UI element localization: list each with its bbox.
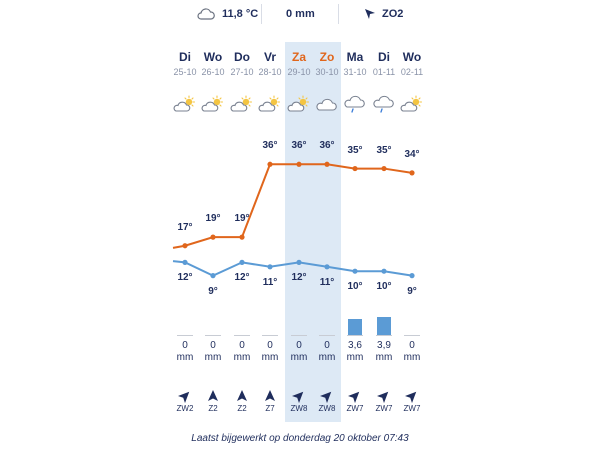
- min-temp-point: [296, 260, 301, 265]
- current-temperature-value: 11,8 °C: [222, 8, 259, 20]
- precip-unit: mm: [261, 352, 279, 363]
- precip-unit: mm: [290, 352, 308, 363]
- date-label: 30-10: [315, 67, 339, 77]
- max-temp-line: [173, 164, 412, 248]
- last-updated-text: Laatst bijgewerkt op donderdag 20 oktober 07:43: [191, 433, 409, 444]
- max-temp-point: [324, 162, 329, 167]
- date-label: 25-10: [173, 67, 197, 77]
- min-temp-point: [352, 269, 357, 274]
- precip-value: 3,6: [348, 340, 362, 351]
- max-temp-point: [239, 235, 244, 240]
- min-temp-point: [409, 273, 414, 278]
- wind-label: Z2: [237, 404, 247, 413]
- min-temp-label: 9°: [407, 285, 417, 297]
- min-temp-label: 12°: [234, 272, 250, 284]
- max-temp-label: 17°: [177, 221, 193, 233]
- precip-value: 0: [239, 340, 245, 351]
- precip-unit: mm: [403, 352, 421, 363]
- min-temp-label: 10°: [347, 281, 363, 293]
- max-temp-point: [296, 162, 301, 167]
- wind-label: ZW7: [375, 404, 393, 413]
- day-label: Wo: [402, 50, 422, 64]
- day-label: Zo: [319, 50, 335, 64]
- precip-value: 3,9: [377, 340, 391, 351]
- precip-unit: mm: [204, 352, 222, 363]
- day-label: Wo: [203, 50, 223, 64]
- min-temp-point: [239, 260, 244, 265]
- precip-value: 0: [267, 340, 273, 351]
- day-label: Do: [234, 50, 250, 64]
- max-temp-label: 36°: [262, 140, 278, 152]
- min-temp-label: 10°: [376, 281, 392, 293]
- date-label: 28-10: [258, 67, 282, 77]
- date-label: 01-11: [372, 67, 396, 77]
- min-temp-point: [182, 260, 187, 265]
- min-temp-label: 9°: [208, 285, 218, 297]
- precip-value: 0: [210, 340, 216, 351]
- precip-value: 0: [182, 340, 188, 351]
- wind-label: ZW7: [403, 404, 421, 413]
- day-label: Di: [378, 50, 390, 64]
- precip-unit: mm: [233, 352, 251, 363]
- date-label: 29-10: [287, 67, 311, 77]
- precip-value: 0: [409, 340, 415, 351]
- min-temp-label: 11°: [319, 276, 335, 288]
- min-temp-point: [381, 269, 386, 274]
- max-temp-label: 19°: [205, 213, 221, 225]
- date-label: 26-10: [201, 67, 225, 77]
- max-temp-point: [182, 243, 187, 248]
- current-precipitation-value: 0 mm: [286, 8, 315, 20]
- wind-label: ZW8: [290, 404, 308, 413]
- precip-unit: mm: [318, 352, 336, 363]
- day-label: Di: [179, 50, 191, 64]
- min-temp-line: [173, 261, 412, 276]
- precip-unit: mm: [375, 352, 393, 363]
- precip-unit: mm: [346, 352, 364, 363]
- precip-value: 0: [296, 340, 302, 351]
- min-temp-point: [210, 273, 215, 278]
- min-temp-label: 12°: [177, 272, 193, 284]
- day-label: Vr: [263, 50, 276, 64]
- wind-label: ZW2: [176, 404, 194, 413]
- max-temp-point: [267, 162, 272, 167]
- min-temp-point: [267, 264, 272, 269]
- min-temp-point: [324, 264, 329, 269]
- date-label: 02-11: [400, 67, 424, 77]
- max-temp-point: [381, 166, 386, 171]
- max-temp-label: 35°: [376, 144, 392, 156]
- date-label: 27-10: [230, 67, 254, 77]
- max-temp-point: [352, 166, 357, 171]
- wind-label: ZW8: [318, 404, 336, 413]
- wind-label: Z7: [265, 404, 275, 413]
- max-temp-label: 35°: [347, 144, 363, 156]
- max-temp-label: 36°: [291, 140, 307, 152]
- max-temp-label: 19°: [234, 213, 250, 225]
- precip-unit: mm: [176, 352, 194, 363]
- max-temp-point: [210, 235, 215, 240]
- day-label: Ma: [346, 50, 364, 64]
- precip-value: 0: [324, 340, 330, 351]
- wind-label: Z2: [208, 404, 218, 413]
- current-wind-value: ZO2: [382, 8, 404, 20]
- day-label: Za: [291, 50, 306, 64]
- min-temp-label: 12°: [291, 272, 307, 284]
- max-temp-label: 36°: [319, 140, 335, 152]
- max-temp-point: [409, 170, 414, 175]
- date-label: 31-10: [343, 67, 367, 77]
- min-temp-label: 11°: [262, 276, 278, 288]
- max-temp-label: 34°: [404, 148, 420, 160]
- wind-label: ZW7: [346, 404, 364, 413]
